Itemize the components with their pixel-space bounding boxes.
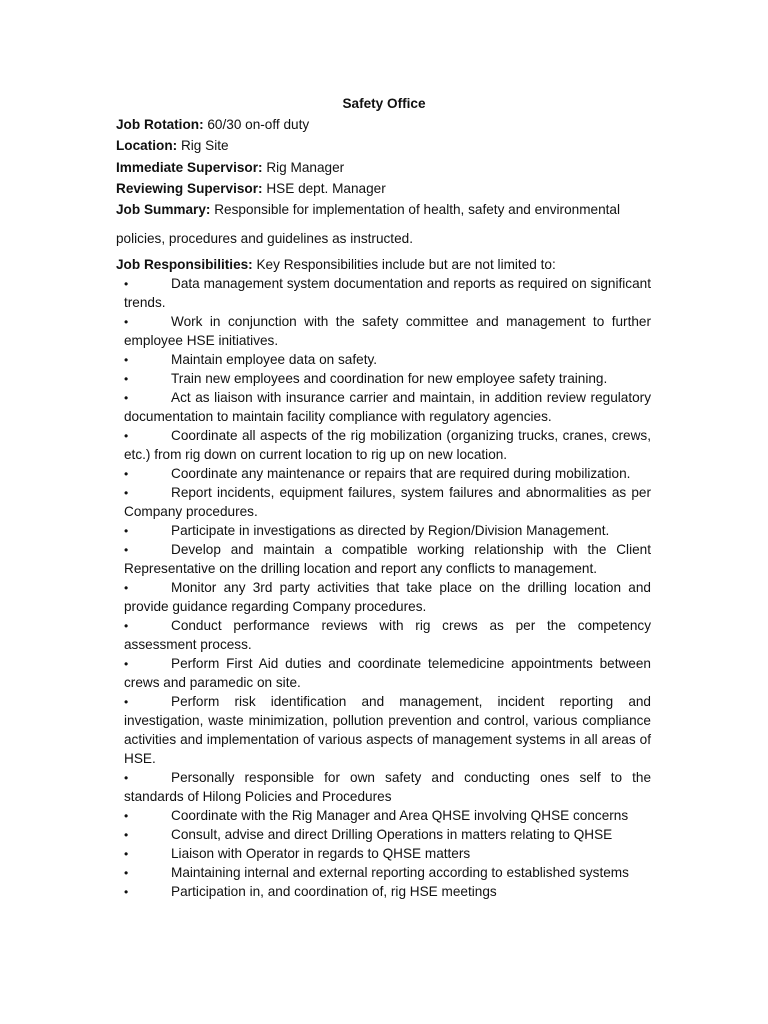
list-item — [124, 768, 651, 806]
responsibilities-list — [124, 274, 651, 901]
list-item-text: Work in conjunction with the safety committee and management to further employee HSE initiatives. — [124, 314, 651, 348]
list-item-text: Monitor any 3rd party activities that take place on the drilling location and provide guidance regarding Company procedures. — [124, 580, 651, 614]
job-summary-label: Job Summary: — [116, 202, 211, 217]
bullet-icon: • — [124, 619, 129, 633]
job-responsibilities-line — [116, 255, 556, 274]
list-item — [124, 616, 651, 654]
immediate-supervisor-label: Immediate Supervisor: — [116, 160, 263, 175]
bullet-icon: • — [124, 372, 129, 386]
bullet-icon: • — [124, 486, 129, 500]
list-item-text: Participation in, and coordination of, rig HSE meetings — [171, 884, 497, 899]
job-rotation-label: Job Rotation: — [116, 117, 204, 132]
bullet-icon: • — [124, 429, 129, 443]
list-item-text: Coordinate all aspects of the rig mobilization (organizing trucks, cranes, crews, etc.) from rig down on current location to rig up on new location. — [124, 428, 651, 462]
bullet-icon: • — [124, 809, 129, 823]
list-item-text: Perform risk identification and management, incident reporting and investigation, waste minimization, pollution prevention and control, various compliance activities and implementation of various aspects of management systems in all areas of HSE. — [124, 694, 651, 766]
list-item-text: Participate in investigations as directed by Region/Division Management. — [171, 523, 610, 538]
list-item — [124, 426, 651, 464]
list-item-text: Maintain employee data on safety. — [171, 352, 378, 367]
list-item-text: Train new employees and coordination for new employee safety training. — [171, 371, 608, 386]
list-item — [124, 312, 651, 350]
bullet-icon: • — [124, 695, 129, 709]
list-item — [124, 578, 651, 616]
list-item-text: Act as liaison with insurance carrier and maintain, in addition review regulatory documentation to maintain facility compliance with regulatory agencies. — [124, 390, 651, 424]
list-item — [124, 825, 651, 844]
list-item-text: Consult, advise and direct Drilling Operations in matters relating to QHSE — [171, 827, 613, 842]
list-item — [124, 521, 651, 540]
bullet-icon: • — [124, 524, 129, 538]
bullet-icon: • — [124, 657, 129, 671]
list-item-text: Perform First Aid duties and coordinate telemedicine appointments between crews and paramedic on site. — [124, 656, 651, 690]
reviewing-supervisor-value: HSE dept. Manager — [262, 181, 386, 196]
list-item — [124, 882, 651, 901]
job-summary-continuation: policies, procedures and guidelines as instructed. — [116, 231, 413, 246]
job-summary-line — [116, 200, 620, 219]
list-item-text: Develop and maintain a compatible working relationship with the Client Representative on the drilling location and report any conflicts to management. — [124, 542, 651, 576]
list-item-text: Coordinate with the Rig Manager and Area QHSE involving QHSE concerns — [171, 808, 629, 823]
job-summary-value: Responsible for implementation of health, safety and environmental — [210, 202, 620, 217]
job-responsibilities-label: Job Responsibilities: — [116, 257, 253, 272]
reviewing-supervisor-label: Reviewing Supervisor: — [116, 181, 263, 196]
bullet-icon: • — [124, 391, 129, 405]
bullet-icon: • — [124, 828, 129, 842]
bullet-icon: • — [124, 543, 129, 557]
bullet-icon: • — [124, 315, 129, 329]
location-value: Rig Site — [177, 138, 229, 153]
list-item-text: Personally responsible for own safety and conducting ones self to the standards of Hilong Policies and Procedures — [124, 770, 651, 804]
list-item — [124, 692, 651, 768]
list-item — [124, 863, 651, 882]
job-rotation-line — [116, 115, 309, 134]
bullet-icon: • — [124, 467, 129, 481]
reviewing-supervisor-line — [116, 179, 386, 198]
list-item — [124, 274, 651, 312]
location-label: Location: — [116, 138, 178, 153]
list-item-text: Data management system documentation and reports as required on significant trends. — [124, 276, 651, 310]
bullet-icon: • — [124, 885, 129, 899]
list-item-text: Coordinate any maintenance or repairs that are required during mobilization. — [171, 466, 631, 481]
list-item — [124, 806, 651, 825]
bullet-icon: • — [124, 866, 129, 880]
list-item-text: Maintaining internal and external reporting according to established systems — [171, 865, 629, 880]
job-rotation-value: 60/30 on-off duty — [203, 117, 310, 132]
list-item — [124, 844, 651, 863]
document-title: Safety Office — [342, 96, 426, 111]
list-item-text: Report incidents, equipment failures, system failures and abnormalities as per Company procedures. — [124, 485, 651, 519]
immediate-supervisor-value: Rig Manager — [262, 160, 345, 175]
list-item — [124, 483, 651, 521]
immediate-supervisor-line — [116, 158, 344, 177]
list-item — [124, 350, 651, 369]
list-item — [124, 654, 651, 692]
bullet-icon: • — [124, 581, 129, 595]
list-item — [124, 464, 651, 483]
list-item-text: Conduct performance reviews with rig crews as per the competency assessment process. — [124, 618, 651, 652]
list-item — [124, 540, 651, 578]
bullet-icon: • — [124, 771, 129, 785]
list-item — [124, 388, 651, 426]
job-responsibilities-intro: Key Responsibilities include but are not limited to: — [252, 257, 556, 272]
bullet-icon: • — [124, 277, 129, 291]
bullet-icon: • — [124, 847, 129, 861]
list-item-text: Liaison with Operator in regards to QHSE matters — [171, 846, 471, 861]
location-line — [116, 136, 229, 155]
list-item — [124, 369, 651, 388]
bullet-icon: • — [124, 353, 129, 367]
